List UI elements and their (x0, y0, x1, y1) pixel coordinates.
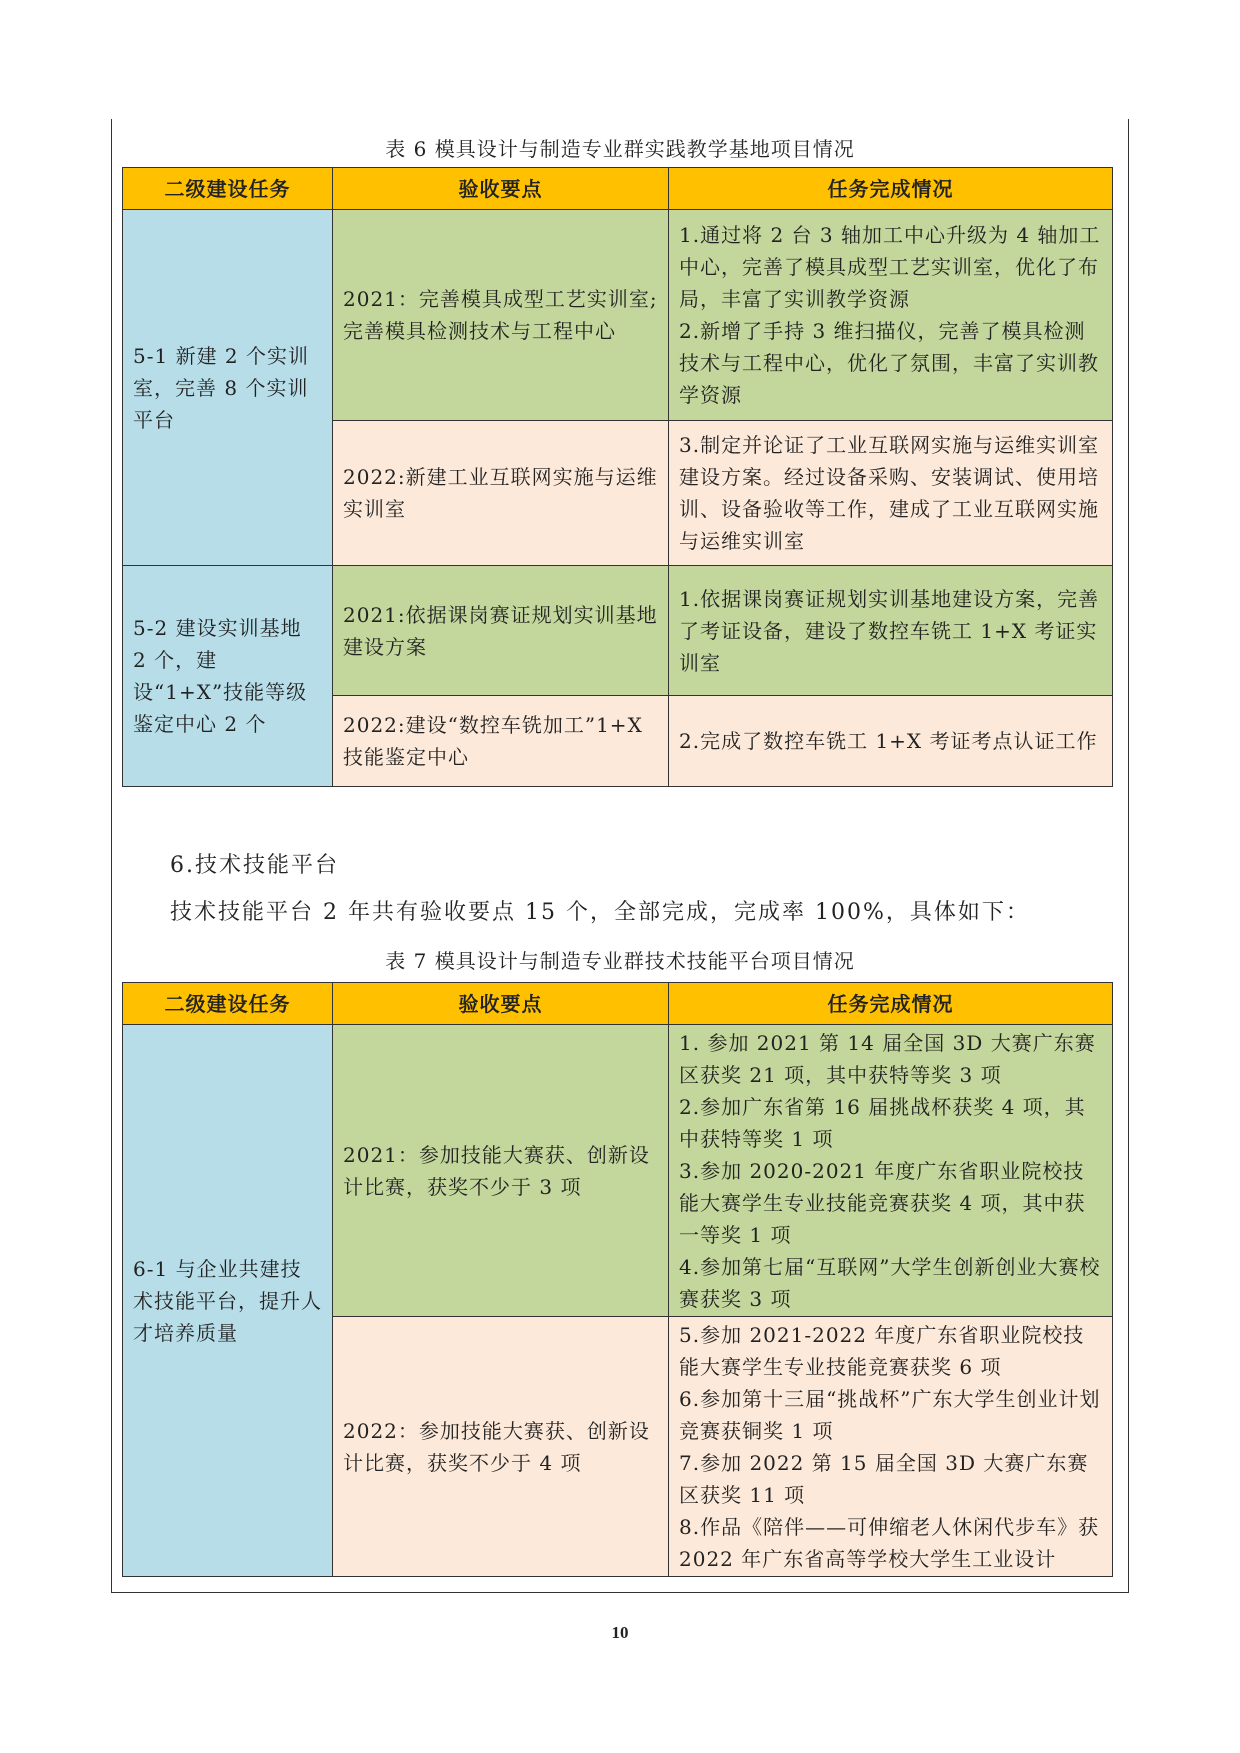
result-line: 2.参加广东省第 16 届挑战杯获奖 4 项，其中获特等奖 1 项 (679, 1094, 1086, 1151)
result-line: 2.完成了数控车铣工 1+X 考证考点认证工作 (679, 729, 1098, 753)
result-line: 6.参加第十三届“挑战杯”广东大学生创业计划竞赛获铜奖 1 项 (679, 1386, 1101, 1443)
section-intro: 技术技能平台 2 年共有验收要点 15 个，全部完成，完成率 100%，具体如下： (170, 900, 1030, 925)
point-cell: 2021：完善模具成型工艺实训室;完善模具检测技术与工程中心 (333, 210, 669, 421)
result-cell (669, 421, 1113, 566)
table7-header-row (123, 983, 1113, 1025)
table6-header-point: 验收要点 (333, 168, 669, 210)
result-line: 5.参加 2021-2022 年度广东省职业院校技能大赛学生专业技能竞赛获奖 6 项 (679, 1322, 1085, 1379)
result-cell (669, 696, 1113, 787)
table6-caption: 表 6 模具设计与制造专业群实践教学基地项目情况 (385, 137, 855, 161)
table7-caption: 表 7 模具设计与制造专业群技术技能平台项目情况 (385, 949, 855, 973)
table7-header-point: 验收要点 (333, 983, 669, 1025)
section-heading: 6.技术技能平台 (170, 853, 339, 878)
page-number: 10 (611, 1623, 629, 1642)
result-line: 1.通过将 2 台 3 轴加工中心升级为 4 轴加工中心，完善了模具成型工艺实训室，优化了布局，丰富了实训教学资源 (679, 223, 1101, 311)
result-line: 1. 参加 2021 第 14 届全国 3D 大赛广东赛区获奖 21 项，其中获特等奖 3 项 (679, 1030, 1096, 1087)
result-line: 1.依据课岗赛证规划实训基地建设方案，完善了考证设备，建设了数控车铣工 1+X 考证实训室 (679, 586, 1100, 675)
table6-header-row (123, 168, 1113, 210)
table-row (123, 1025, 1113, 1317)
point-cell: 2021:依据课岗赛证规划实训基地建设方案 (333, 566, 669, 696)
result-cell (669, 566, 1113, 696)
table6-header-result: 任务完成情况 (669, 168, 1113, 210)
result-cell (669, 1025, 1113, 1317)
result-cell (669, 1317, 1113, 1577)
task-cell: 5-2 建设实训基地 2 个，建设“1+X”技能等级鉴定中心 2 个 (123, 566, 333, 787)
table6 (122, 167, 1113, 787)
table7-header-task: 二级建设任务 (123, 983, 333, 1025)
task-cell: 5-1 新建 2 个实训室，完善 8 个实训平台 (123, 210, 333, 566)
point-cell: 2021：参加技能大赛获、创新设计比赛，获奖不少于 3 项 (333, 1025, 669, 1317)
point-cell: 2022：参加技能大赛获、创新设计比赛，获奖不少于 4 项 (333, 1317, 669, 1577)
table7 (122, 982, 1113, 1577)
table-row (123, 210, 1113, 421)
table6-header-task: 二级建设任务 (123, 168, 333, 210)
task-cell: 6-1 与企业共建技术技能平台，提升人才培养质量 (123, 1025, 333, 1577)
table-row (123, 566, 1113, 696)
result-line: 4.参加第七届“互联网”大学生创新创业大赛校赛获奖 3 项 (679, 1254, 1101, 1311)
result-cell (669, 210, 1113, 421)
point-cell: 2022:新建工业互联网实施与运维实训室 (333, 421, 669, 566)
table7-header-result: 任务完成情况 (669, 983, 1113, 1025)
result-line: 7.参加 2022 第 15 届全国 3D 大赛广东赛区获奖 11 项 (679, 1450, 1089, 1507)
result-line: 8.作品《陪伴——可伸缩老人休闲代步车》获 2022 年广东省高等学校大学生工业设计 (679, 1514, 1100, 1571)
point-cell: 2022:建设“数控车铣加工”1+X 技能鉴定中心 (333, 696, 669, 787)
result-line: 2.新增了手持 3 维扫描仪，完善了模具检测技术与工程中心，优化了氛围，丰富了实训教学资源 (679, 319, 1099, 407)
result-line: 3.参加 2020-2021 年度广东省职业院校技能大赛学生专业技能竞赛获奖 4 项，其中获一等奖 1 项 (679, 1158, 1086, 1247)
result-line: 3.制定并论证了工业互联网实施与运维实训室建设方案。经过设备采购、安装调试、使用培训、设备验收等工作，建成了工业互联网实施与运维实训室 (679, 433, 1100, 553)
